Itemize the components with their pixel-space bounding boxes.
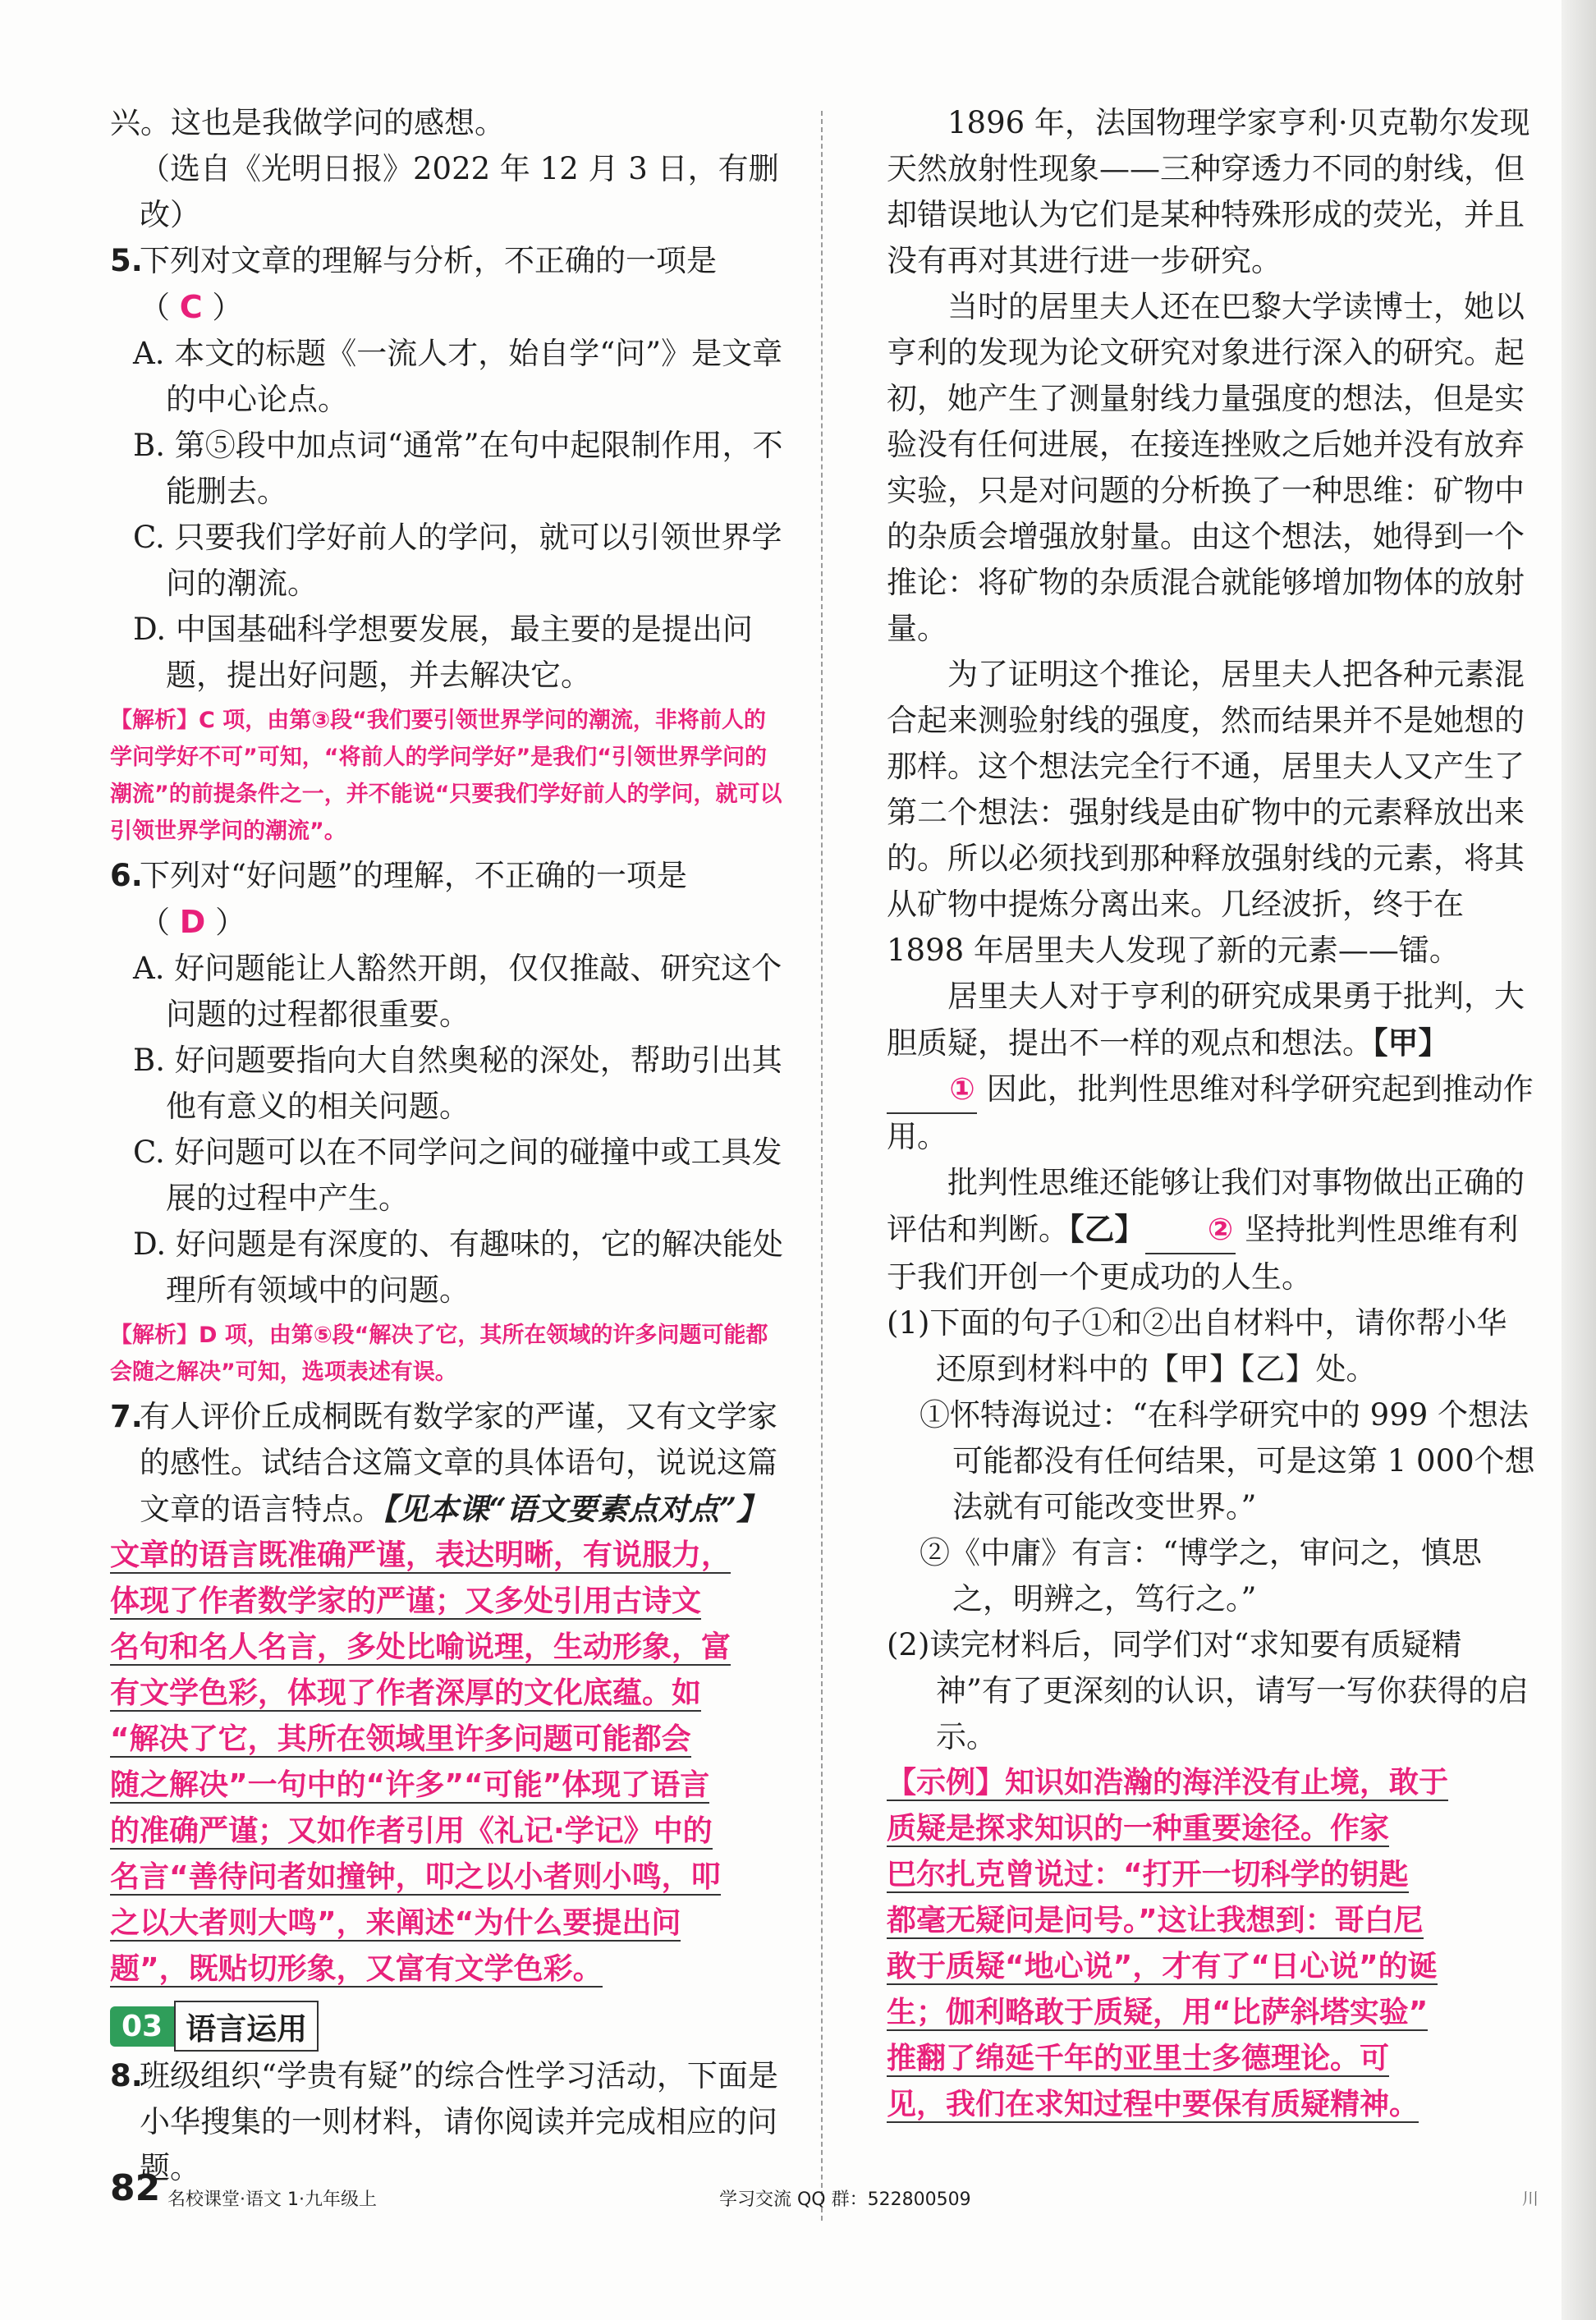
answer-line: 名句和名人名言，多处比喻说理，生动形象，富 — [110, 1630, 732, 1664]
question-stem: 下列对文章的理解与分析，不正确的一项是 — [140, 243, 717, 278]
fill-blank-2: ② — [1145, 1207, 1236, 1254]
question-number: 7. — [110, 1399, 143, 1434]
answer-line: 名言“善待问者如撞钟，叩之以小者则小鸣，叩 — [110, 1860, 721, 1894]
question-number: 5. — [110, 243, 143, 278]
option-b: B. 第⑤段中加点词“通常”在句中起限制作用，不能删去。 — [133, 428, 783, 509]
left-column — [110, 100, 787, 2191]
answer-line: 有文学色彩，体现了作者深厚的文化底蕴。如 — [110, 1676, 702, 1710]
answer-choice: C — [179, 289, 203, 325]
quote-1: ①怀特海说过：“在科学研究中的 999 个想法可能都没有任何结果，可是这第 1 000个想法就有可能改变世界。” — [920, 1397, 1535, 1525]
answer-line: “解决了它，其所在领域里许多问题可能都会 — [110, 1722, 691, 1756]
book-title: 名校课堂·语文 1·九年级上 — [167, 2189, 377, 2210]
answer-line: 之以大者则大鸣”，来阐述“为什么要提出问 — [110, 1906, 681, 1940]
section-badge: 03 — [110, 2006, 174, 2047]
option-a: A. 好问题能让人豁然开朗，仅仅推敲、研究这个问题的过程都很重要。 — [133, 951, 782, 1032]
answer-line: 都毫无疑问是问号。”这让我想到：哥白尼 — [887, 1904, 1424, 1937]
blank-label-jia: 【甲】 — [1373, 1025, 1449, 1061]
source-citation: （选自《光明日报》2022 年 12 月 3 日，有删改） — [140, 151, 779, 232]
material-paragraph: 批判性思维还能够让我们对事物做出正确的评估和判断。【乙】 ② 坚持批判性思维有利于我们开创一个更成功的人生。 — [887, 1165, 1525, 1295]
intro-line: 兴。这也是我做学问的感想。 — [110, 105, 505, 140]
material-paragraph: 1896 年，法国物理学家亨利·贝克勒尔发现天然放射性现象——三种穿透力不同的射线，但却错误地认为它们是某种特殊形成的荧光，并且没有再对其进行进一步研究。 — [887, 105, 1530, 278]
right-column — [887, 100, 1535, 2128]
region-mark: 川 — [1522, 2189, 1539, 2208]
analysis-note: 【解析】C 项，由第③段“我们要引领世界学问的潮流，非将前人的学问学好不可”可知，“将前人的学问学好”是我们“引领世界学问的潮流”的前提条件之一，并不能说“只要我们学好前人的学问，就可以引领世界学问的潮流”。 — [110, 708, 782, 844]
option-c: C. 只要我们学好前人的学问，就可以引领世界学问的潮流。 — [133, 520, 782, 601]
handwritten-answer — [887, 1760, 1535, 2128]
question-number: 6. — [110, 858, 143, 893]
answer-line: 生；伽利略敢于质疑，用“比萨斜塔实验” — [887, 1996, 1429, 2029]
option-b: B. 好问题要指向大自然奥秘的深处，帮助引出其他有意义的相关问题。 — [133, 1043, 782, 1124]
answer-line: 推翻了绵延千年的亚里士多德理论。可 — [887, 2042, 1390, 2075]
material-paragraph: 当时的居里夫人还在巴黎大学读博士，她以亨利的发现为论文研究对象进行深入的研究。起初，她产生了测量射线力量强度的想法，但是实验没有任何进展，在接连挫败之后她并没有放弃实验，只是对问题的分析换了一种思维：矿物中的杂质会增强放射量。由这个想法，她得到一个推论：将矿物的杂质混合就能够增加物体的放射量。 — [887, 289, 1525, 646]
answer-line: 【示例】知识如浩瀚的海洋没有止境，敢于 — [887, 1766, 1449, 1800]
answer-line: 见，我们在求知过程中要保有质疑精神。 — [887, 2088, 1419, 2121]
answer-choice: D — [179, 904, 206, 940]
sub-question-1: (1)下面的句子①和②出自材料中，请你帮小华还原到材料中的【甲】【乙】处。 — [887, 1305, 1507, 1387]
answer-line: 题”，既贴切形象，又富有文学色彩。 — [110, 1952, 603, 1986]
option-d: D. 中国基础科学想要发展，最主要的是提出问题，提出好问题，并去解决它。 — [133, 612, 753, 693]
page-footer — [110, 2167, 1555, 2217]
paren-open: （ — [140, 290, 170, 325]
question-stem: 班级组织“学贵有疑”的综合性学习活动，下面是小华搜集的一则材料，请你阅读并完成相应的问题。 — [140, 2058, 778, 2185]
question-6 — [110, 853, 787, 1391]
sub-question-2: (2)读完材料后，同学们对“求知要有质疑精神”有了更深刻的认识，请写一写你获得的启示。 — [887, 1627, 1529, 1754]
analysis-note: 【解析】D 项，由第⑤段“解决了它，其所在领域的许多问题可能都会随之解决”可知，选项表述有误。 — [110, 1323, 768, 1385]
question-stem: 下列对“好问题”的理解，不正确的一项是 — [140, 858, 687, 893]
page-edge-shadow — [1562, 0, 1596, 2320]
answer-line: 体现了作者数学家的严谨；又多处引用古诗文 — [110, 1584, 702, 1618]
hint-reference: 【见本课“语文要素点对点”】 — [383, 1491, 768, 1527]
question-5 — [110, 238, 787, 850]
qq-group-note: 学习交流 QQ 群：522800509 — [719, 2189, 971, 2210]
blank-label-yi: 【乙】 — [1069, 1211, 1145, 1247]
answer-line: 敢于质疑“地心说”，才有了“日心说”的诞 — [887, 1950, 1438, 1983]
question-number: 8. — [110, 2058, 143, 2093]
question-7 — [110, 1394, 787, 1992]
answer-line: 随之解决”一句中的“许多”“可能”体现了语言 — [110, 1768, 710, 1802]
paren-open: （ — [140, 905, 170, 940]
answer-line: 质疑是探求知识的一种重要途径。作家 — [887, 1812, 1390, 1845]
fill-blank-1: ① — [887, 1066, 977, 1114]
page-number: 82 — [110, 2167, 161, 2209]
section-header — [110, 2001, 787, 2052]
column-divider — [821, 111, 823, 2221]
material-paragraph: 为了证明这个推论，居里夫人把各种元素混合起来测验射线的强度，然而结果并不是她想的那样。这个想法完全行不通，居里夫人又产生了第二个想法：强射线是由矿物中的元素释放出来的。所以必须找到那种释放强射线的元素，将其从矿物中提炼分离出来。几经波折，终于在 1898 年居里夫人发现了新的元素——镭。 — [887, 657, 1525, 968]
answer-line: 的准确严谨；又如作者引用《礼记·学记》中的 — [110, 1814, 713, 1848]
paren-close: ） — [212, 290, 243, 325]
paren-close: ） — [215, 905, 246, 940]
option-a: A. 本文的标题《一流人才，始自学“问”》是文章的中心论点。 — [133, 336, 783, 417]
question-stem: 有人评价丘成桐既有数学家的严谨，又有文学家的感性。试结合这篇文章的具体语句，说说这篇文章的语言特点。 — [140, 1399, 777, 1527]
answer-line: 文章的语言既准确严谨，表达明晰，有说服力， — [110, 1538, 732, 1572]
quote-2: ②《中庸》有言：“博学之，审问之，慎思之，明辨之，笃行之。” — [920, 1535, 1482, 1616]
material-paragraph: 居里夫人对于亨利的研究成果勇于批判，大胆质疑，提出不一样的观点和想法。【甲】① 因此，批判性思维对科学研究起到推动作用。 — [887, 979, 1534, 1154]
option-d: D. 好问题是有深度的、有趣味的，它的解决能处理所有领域中的问题。 — [133, 1226, 783, 1308]
handwritten-answer — [110, 1533, 787, 1992]
answer-line: 巴尔扎克曾说过：“打开一切科学的钥匙 — [887, 1858, 1409, 1891]
section-title: 语言运用 — [174, 2001, 319, 2052]
option-c: C. 好问题可以在不同学问之间的碰撞中或工具发展的过程中产生。 — [133, 1135, 782, 1216]
